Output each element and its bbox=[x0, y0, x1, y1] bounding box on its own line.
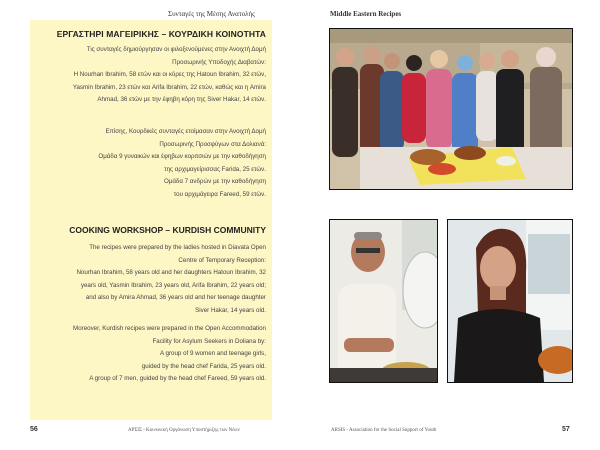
text-line: Ahmad, 36 ετών με την έφηβη κόρη της Siver Hakar, 14 ετών. bbox=[97, 96, 266, 103]
text-line: της αρχιμαγείρισσας Farida, 25 ετών. bbox=[164, 165, 266, 173]
text-line: A group of 9 women and teenage girls, bbox=[160, 350, 266, 357]
text-line: Yasmin Ibrahim, 23 ετών και Arifa Ibrahim, 22 ετών, καθώς και η Amira bbox=[72, 83, 266, 91]
text-line: Centre of Temporary Reception: bbox=[178, 256, 266, 264]
greek-paragraph-2 bbox=[30, 126, 266, 201]
text-line: Προσωρινής Υποδοχής Διαβατών: bbox=[172, 58, 266, 66]
footer-org-greek: ΑΡΣΙΣ - Κοινωνική Οργάνωση Υποστήριξης των Νέων bbox=[128, 428, 240, 433]
text-line: Προσωρινής Προσφύγων στα Δολιανά: bbox=[159, 140, 266, 148]
english-paragraph-1 bbox=[30, 242, 266, 317]
footer-org-english: ARSIS - Association for the Social Support of Youth bbox=[331, 428, 437, 433]
text-line: years old, Yasmin Ibrahim, 23 years old, Arifa Ibrahim, 22 years old; bbox=[80, 281, 266, 289]
text-line: Nourhan Ibrahim, 58 years old and her daughters Hatoun Ibrahim, 32 bbox=[76, 269, 266, 276]
running-header-greek: Συνταγές της Μέσης Ανατολής bbox=[168, 10, 255, 18]
page-number-left: 56 bbox=[30, 426, 38, 433]
text-line: Moreover, Kurdish recipes were prepared in the Open Accommodation bbox=[73, 325, 266, 332]
text-line: guided by the head chef Farida, 25 years old. bbox=[141, 362, 266, 370]
greek-section-title: ΕΡΓΑΣΤΗΡΙ ΜΑΓΕΙΡΙΚΗΣ – ΚΟΥΡΔΙΚΗ ΚΟΙΝΟΤΗΤΑ bbox=[56, 29, 266, 39]
english-section-title: COOKING WORKSHOP – KURDISH COMMUNITY bbox=[69, 225, 266, 235]
text-line: Η Nourhan Ibrahim, 58 ετών και οι κόρες της Hatoun Ibrahim, 32 ετών, bbox=[73, 71, 266, 78]
cooking-man-photo bbox=[329, 219, 438, 383]
text-line: Siver Hakar, 14 years old. bbox=[195, 306, 266, 314]
text-line: Τις συνταγές δημιούργησαν οι φιλοξενούμενες στην Ανοιχτή Δομή bbox=[86, 46, 266, 53]
text-line: and also by Amira Ahmad, 36 years old and her teenage daughter bbox=[85, 294, 266, 301]
page-number-right: 57 bbox=[562, 426, 570, 433]
english-paragraph-2 bbox=[30, 323, 266, 386]
running-header-english: Middle Eastern Recipes bbox=[330, 10, 402, 18]
text-line: Επίσης, Κουρδικές συνταγές ετοίμασαν στην Ανοιχτή Δομή bbox=[105, 128, 266, 135]
text-line: Ομάδα 7 ανδρών με την καθοδήγηση bbox=[163, 178, 266, 185]
group-photo bbox=[329, 28, 573, 190]
greek-paragraph-1 bbox=[30, 44, 266, 107]
text-line: A group of 7 men, guided by the head chef Fareed, 59 years old. bbox=[89, 375, 266, 382]
text-line: Ομάδα 9 γυναικών και έφηβων κοριτσιών με την καθοδήγηση bbox=[98, 153, 266, 160]
woman-portrait-photo bbox=[447, 219, 573, 383]
text-line: The recipes were prepared by the ladies hosted in Diavata Open bbox=[89, 244, 266, 251]
text-line: Facility for Asylum Seekers in Doliana by: bbox=[152, 337, 266, 345]
text-line: του αρχιμάγειρα Fareed, 59 ετών. bbox=[173, 190, 266, 198]
